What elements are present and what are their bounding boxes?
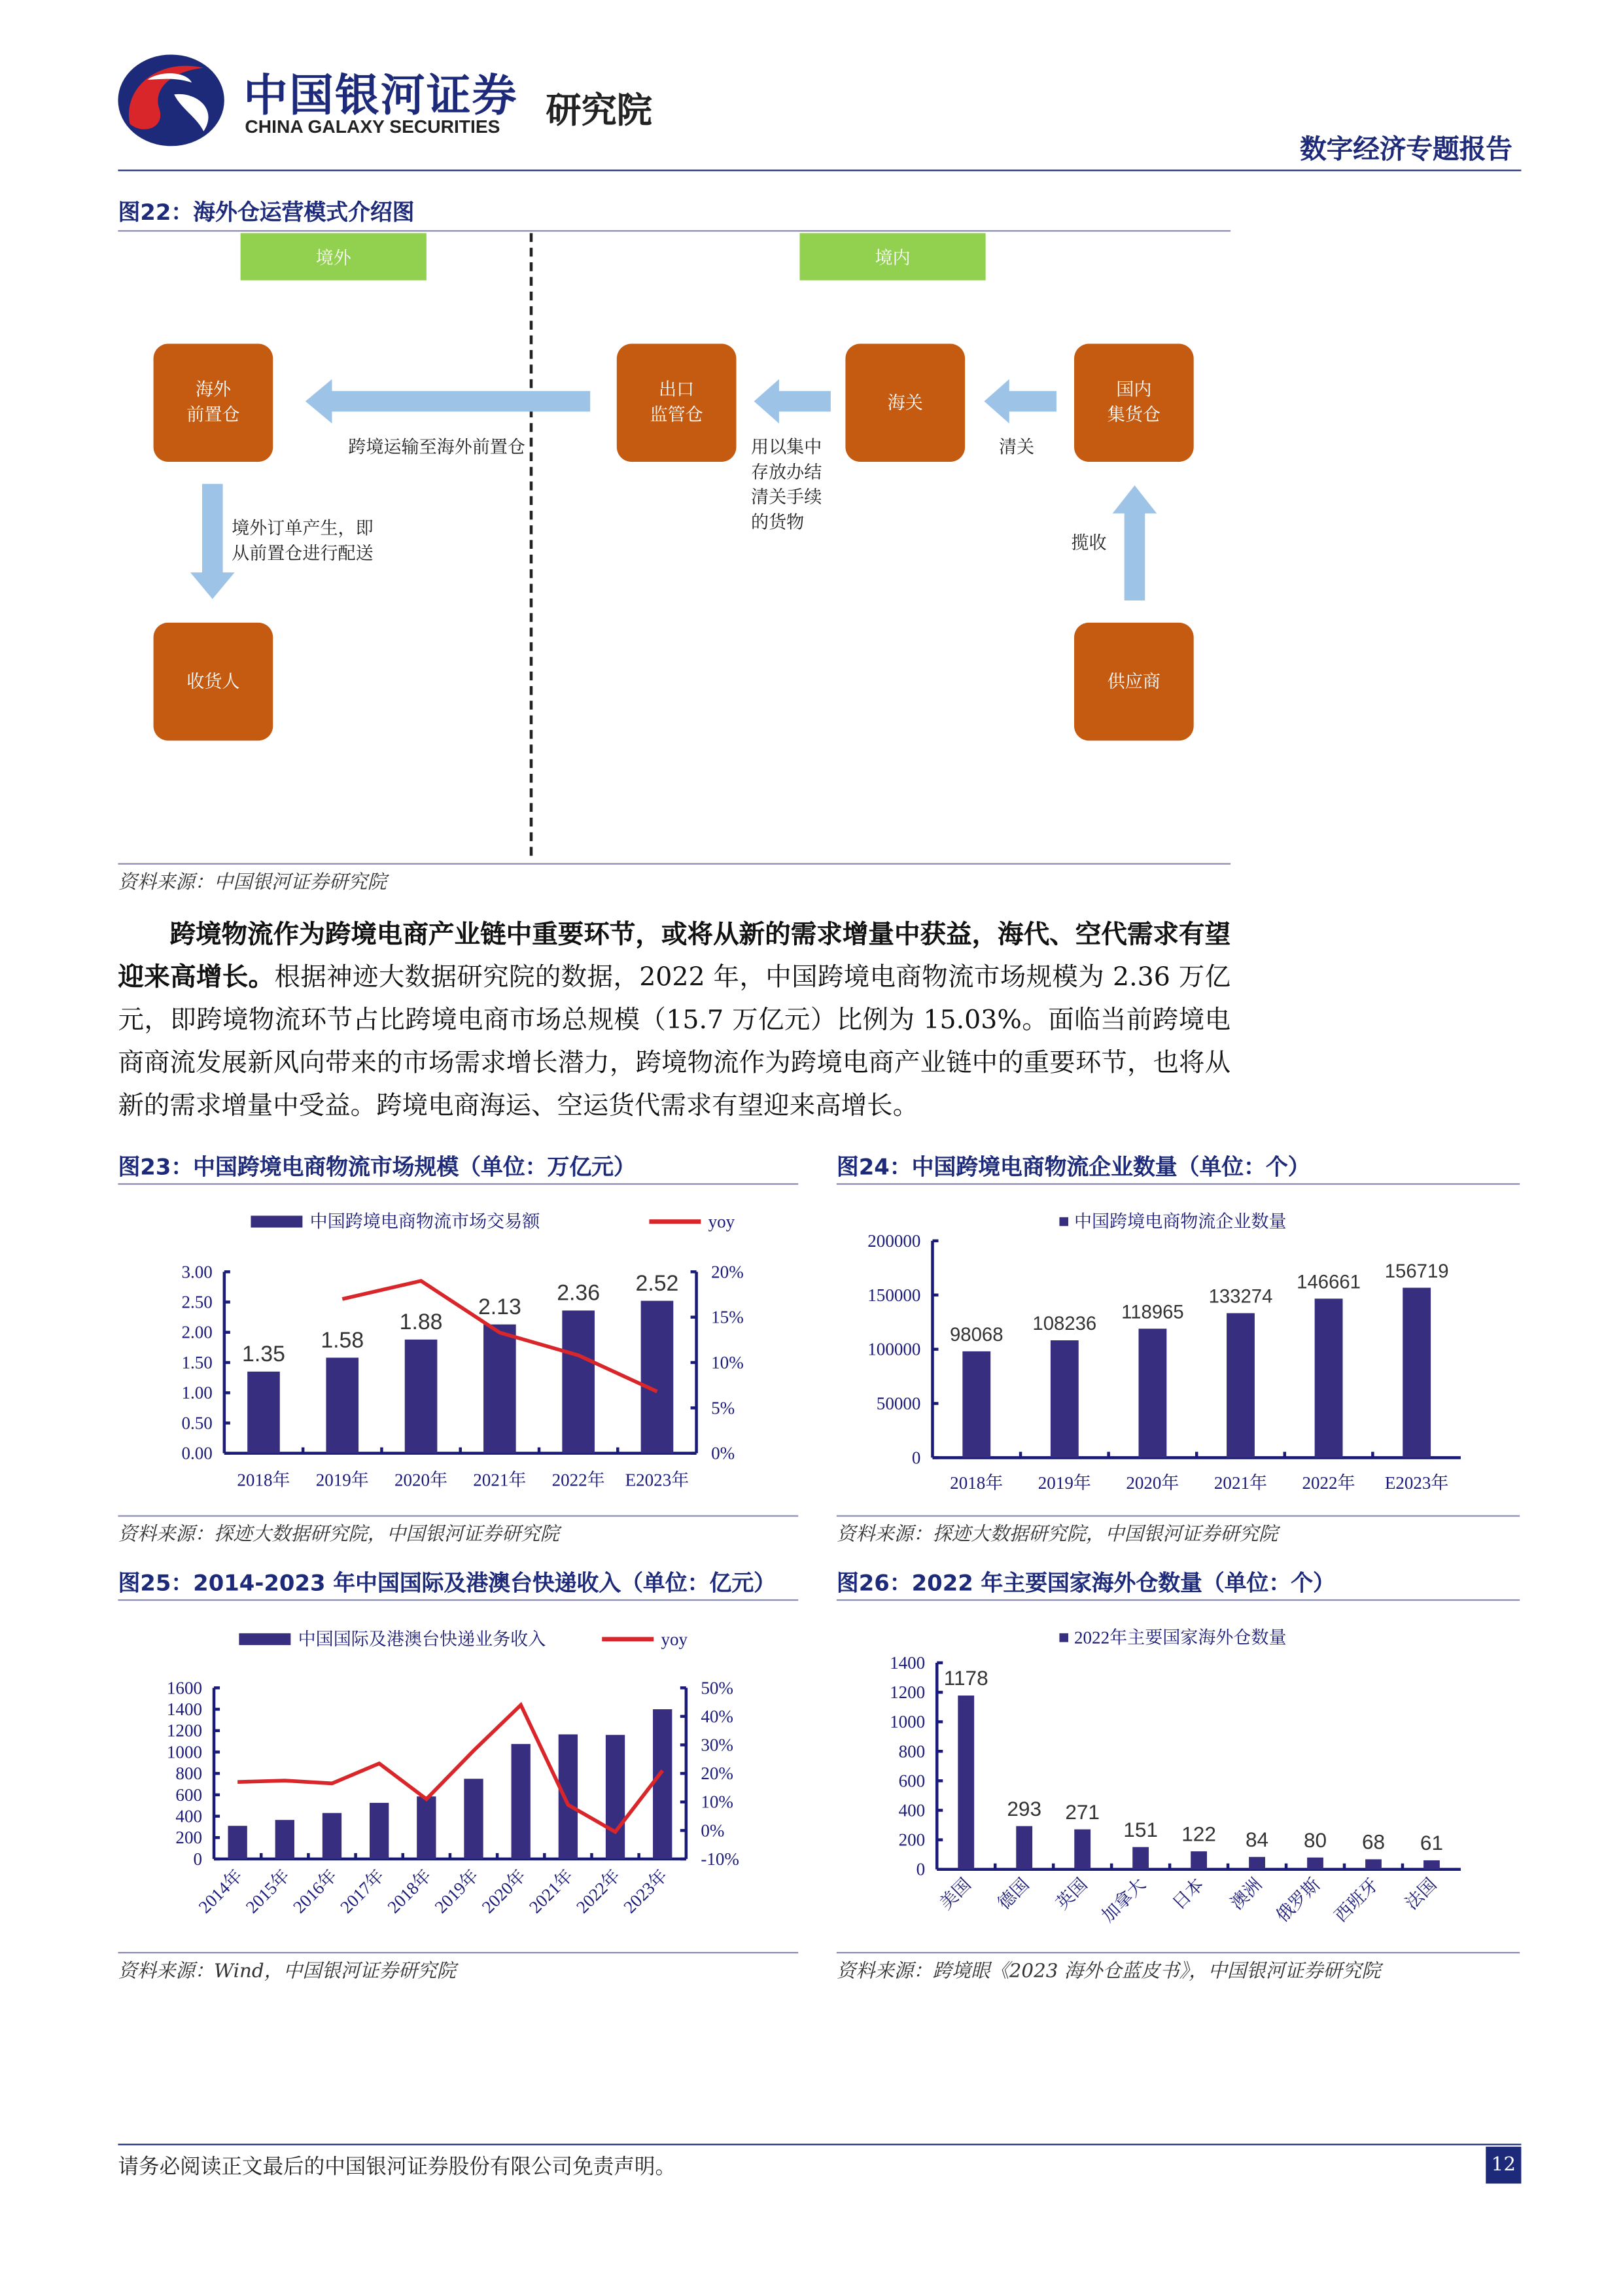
c24-y-tick-label: 150000: [867, 1285, 921, 1305]
c25-bar: [653, 1709, 672, 1859]
c26-data-label: 80: [1303, 1828, 1327, 1852]
c23-legend-line-label: yoy: [708, 1211, 735, 1232]
c25-y2-tick-label: 30%: [701, 1735, 733, 1755]
fig26-title: 图26：2022 年主要国家海外仓数量（单位：个）: [836, 1569, 1335, 1597]
c23-x-label: 2020年: [394, 1470, 448, 1490]
c24-y-tick-label: 50000: [876, 1393, 921, 1414]
c25-y2-tick-label: 50%: [701, 1678, 733, 1698]
c23-bar: [247, 1372, 280, 1453]
c25-y-tick-label: 400: [175, 1806, 203, 1826]
c25-bar: [417, 1796, 436, 1859]
c26-bar: [1365, 1859, 1382, 1869]
c23-bar: [562, 1310, 595, 1453]
c26-legend-swatch: [1059, 1633, 1068, 1643]
c25-y-tick-label: 1000: [166, 1742, 203, 1762]
c23-bar: [483, 1325, 516, 1453]
fig25-source: 资料来源：Wind，中国银河证券研究院: [118, 1960, 456, 1983]
c23-data-label: 1.58: [321, 1327, 364, 1353]
c23-y-tick-label: 0.00: [181, 1443, 213, 1463]
c23-x-label: 2022年: [551, 1470, 605, 1490]
c25-y2-tick-label: 20%: [701, 1764, 733, 1784]
fig25-title: 图25：2014-2023 年中国国际及港澳台快递收入（单位：亿元）: [118, 1569, 777, 1597]
fig22-title: 图22：海外仓运营模式介绍图: [118, 199, 415, 226]
c25-y-tick-label: 0: [193, 1849, 203, 1869]
c25-legend-label: 中国国际及港澳台快递业务收入: [298, 1629, 546, 1649]
c26-bar: [958, 1696, 974, 1870]
c25-y-tick-label: 200: [175, 1828, 203, 1848]
c23-y2-tick-label: 10%: [711, 1352, 744, 1372]
c26-x-label: 西班牙: [1331, 1874, 1382, 1926]
c26-data-label: 68: [1361, 1830, 1386, 1854]
c23-bar: [641, 1301, 674, 1453]
c26-x-label: 德国: [994, 1874, 1033, 1914]
c24-data-label: 118965: [1121, 1301, 1184, 1323]
c25-y-tick-label: 1200: [166, 1720, 203, 1741]
fig24-title: 图24：中国跨境电商物流企业数量（单位：个）: [836, 1153, 1310, 1181]
c25-bar: [512, 1744, 531, 1859]
c25-bar: [464, 1779, 483, 1859]
fig26-source: 资料来源：跨境眼《2023 海外仓蓝皮书》，中国银河证券研究院: [836, 1960, 1381, 1983]
c23-legend-label: 中国跨境电商物流市场交易额: [309, 1211, 540, 1232]
node-domestic-warehouse: 国内 集货仓: [1074, 344, 1194, 462]
c25-x-label: 2019年: [430, 1866, 483, 1917]
c26-y-tick-label: 1200: [890, 1682, 926, 1703]
c23-y-tick-label: 1.00: [181, 1383, 213, 1403]
c26-bar: [1074, 1830, 1091, 1870]
paragraph-lead: 跨境物流作为跨境电商产业链中重要环节，或将从新的需求增量中获益，海代、空代需求有望迎来高增长。: [118, 920, 1231, 993]
c26-bar: [1423, 1860, 1440, 1870]
c24-x-label: 2018年: [950, 1472, 1003, 1493]
c24-bar: [1227, 1313, 1255, 1457]
footer-disclaimer: 请务必阅读正文最后的中国银河证券股份有限公司免责声明。: [118, 2155, 676, 2180]
c23-y-tick-label: 0.50: [181, 1413, 213, 1433]
c23-bar: [405, 1340, 438, 1453]
c25-y2-tick-label: 40%: [701, 1706, 733, 1726]
c26-data-label: 293: [1007, 1796, 1042, 1820]
c25-bar: [370, 1803, 389, 1859]
c25-y2-tick-label: 0%: [701, 1820, 725, 1841]
c25-y-tick-label: 600: [175, 1784, 203, 1805]
report-type: 数字经济专题报告: [1300, 134, 1512, 165]
c24-x-label: 2020年: [1126, 1472, 1179, 1493]
c26-data-label: 151: [1123, 1817, 1158, 1841]
fig24-source: 资料来源：探迹大数据研究院，中国银河证券研究院: [836, 1523, 1278, 1546]
label-transport: 跨境运输至海外前置仓: [348, 436, 525, 458]
c26-legend-label: 2022年主要国家海外仓数量: [1074, 1627, 1287, 1648]
c23-data-label: 1.88: [399, 1310, 443, 1335]
node-consignee: 收货人: [154, 623, 273, 740]
c24-bar: [962, 1351, 990, 1458]
c25-x-label: 2021年: [525, 1866, 577, 1917]
c24-x-label: E2023年: [1384, 1472, 1449, 1493]
c26-y-tick-label: 400: [898, 1800, 926, 1820]
c26-y-tick-label: 0: [916, 1859, 926, 1879]
c23-data-label: 2.13: [478, 1294, 521, 1319]
fig23-title: 图23：中国跨境电商物流市场规模（单位：万亿元）: [118, 1153, 636, 1181]
c26-x-label: 日本: [1168, 1874, 1208, 1914]
c23-data-label: 2.36: [557, 1280, 601, 1306]
paragraph-body: 根据神迹大数据研究院的数据，2022 年，中国跨境电商物流市场规模为 2.36 万亿元，即跨境物流环节占比跨境电商市场总规模（15.7 万亿元）比例为 15.03%。面临当前跨境电商商流发展新风向带来的市场需求增长潜力，跨境物流作为跨境电商产业链中的重要环节，也将从新的需求增量中受益。跨境电商海运、空运货代需求有望迎来高增长。: [118, 963, 1231, 1122]
c23-x-label: 2019年: [315, 1470, 369, 1490]
c23-x-label: 2021年: [473, 1470, 527, 1490]
c25-x-label: 2014年: [194, 1866, 247, 1917]
c25-bar: [228, 1826, 247, 1859]
c24-y-tick-label: 200000: [867, 1230, 921, 1251]
c26-y-tick-label: 600: [898, 1771, 926, 1791]
c26-data-label: 1178: [943, 1666, 988, 1690]
company-name-en: CHINA GALAXY SECURITIES: [245, 116, 500, 137]
c24-data-label: 156719: [1384, 1260, 1449, 1282]
c26-x-label: 美国: [935, 1874, 975, 1914]
c25-x-label: 2018年: [383, 1866, 436, 1917]
label-pickup: 揽收: [1071, 532, 1107, 553]
zone-overseas: 境外: [241, 233, 427, 280]
c25-bar: [275, 1820, 294, 1859]
c25-x-label: 2020年: [478, 1866, 530, 1917]
c25-y2-tick-label: 10%: [701, 1792, 733, 1812]
c23-y2-tick-label: 15%: [711, 1307, 744, 1327]
c26-x-label: 俄罗斯: [1272, 1874, 1324, 1926]
fig23-source: 资料来源：探迹大数据研究院，中国银河证券研究院: [118, 1523, 559, 1546]
node-customs: 海关: [845, 344, 965, 462]
c23-y-tick-label: 1.50: [181, 1352, 213, 1372]
c25-x-label: 2015年: [241, 1866, 294, 1917]
c24-bar: [1315, 1298, 1343, 1457]
c25-bar: [559, 1734, 578, 1859]
c25-y-tick-label: 1400: [166, 1699, 203, 1720]
c24-data-label: 108236: [1032, 1313, 1097, 1335]
c23-y-tick-label: 3.00: [181, 1262, 213, 1282]
c26-data-label: 122: [1181, 1822, 1216, 1846]
c25-y-tick-label: 800: [175, 1764, 203, 1784]
label-clearance: 清关: [998, 436, 1035, 458]
c25-x-label: 2023年: [620, 1866, 671, 1917]
c25-y-tick-label: 1600: [166, 1678, 203, 1698]
c25-y2-tick-label: -10%: [701, 1849, 739, 1869]
c24-x-label: 2021年: [1213, 1472, 1268, 1493]
footer-rule: [118, 2144, 1521, 2145]
c26-bar: [1249, 1857, 1265, 1870]
zone-domestic: 境内: [799, 233, 985, 280]
c23-y2-tick-label: 20%: [711, 1262, 744, 1282]
c26-bar: [1191, 1851, 1207, 1870]
label-store: 用以集中 存放办结 清关手续 的货物: [751, 436, 822, 533]
node-overseas-warehouse: 海外 前置仓: [154, 344, 273, 462]
c23-y2-tick-label: 0%: [711, 1443, 735, 1463]
c25-yoy-line: [237, 1705, 663, 1832]
c25-legend-line-label: yoy: [661, 1629, 688, 1649]
c26-x-label: 法国: [1401, 1874, 1440, 1914]
c26-y-tick-label: 200: [898, 1830, 926, 1850]
c24-legend-swatch: [1059, 1217, 1068, 1226]
company-name-cn: 中国银河证券: [243, 71, 518, 123]
c23-x-label: E2023年: [625, 1470, 689, 1490]
c25-x-label: 2017年: [336, 1866, 388, 1917]
node-export-warehouse: 出口 监管仓: [617, 344, 737, 462]
c24-x-label: 2019年: [1038, 1472, 1091, 1493]
c26-y-tick-label: 1000: [890, 1712, 926, 1732]
c24-y-tick-label: 0: [911, 1448, 921, 1468]
c24-bar: [1403, 1288, 1431, 1458]
c26-data-label: 84: [1246, 1827, 1269, 1851]
c25-legend-swatch: [239, 1633, 290, 1645]
c26-bar: [1016, 1826, 1032, 1870]
c26-data-label: 61: [1420, 1831, 1444, 1855]
c26-y-tick-label: 1400: [890, 1652, 926, 1673]
c25-x-label: 2022年: [572, 1866, 624, 1917]
c24-x-label: 2022年: [1302, 1472, 1355, 1493]
c26-bar: [1132, 1847, 1149, 1870]
c23-data-label: 1.35: [242, 1342, 285, 1367]
c26-x-label: 英国: [1052, 1874, 1091, 1914]
c24-data-label: 146661: [1297, 1271, 1361, 1293]
c23-legend-swatch: [251, 1216, 302, 1228]
c24-bar: [1051, 1340, 1079, 1457]
node-supplier: 供应商: [1074, 623, 1194, 740]
c26-bar: [1307, 1858, 1323, 1870]
c26-data-label: 271: [1065, 1800, 1100, 1824]
c23-y2-tick-label: 5%: [711, 1398, 735, 1418]
c23-data-label: 2.52: [635, 1270, 679, 1296]
c24-y-tick-label: 100000: [867, 1339, 921, 1359]
c23-y-tick-label: 2.50: [181, 1292, 213, 1312]
label-order: 境外订单产生，即 从前置仓进行配送: [232, 517, 374, 564]
c25-x-label: 2016年: [289, 1866, 341, 1917]
c26-x-label: 加拿大: [1098, 1874, 1149, 1926]
c26-y-tick-label: 800: [898, 1741, 926, 1762]
c24-bar: [1138, 1329, 1166, 1457]
c25-bar: [323, 1813, 341, 1859]
c24-data-label: 98068: [950, 1324, 1003, 1346]
c23-y-tick-label: 2.00: [181, 1322, 213, 1342]
institute-name: 研究院: [546, 90, 652, 131]
c25-bar: [606, 1735, 625, 1859]
c23-bar: [326, 1358, 358, 1453]
c24-data-label: 133274: [1208, 1285, 1273, 1308]
fig22-source: 资料来源：中国银河证券研究院: [118, 872, 387, 894]
c26-x-label: 澳洲: [1227, 1874, 1266, 1914]
c23-x-label: 2018年: [237, 1470, 290, 1490]
page-number: 12: [1486, 2147, 1521, 2183]
c24-legend-label: 中国跨境电商物流企业数量: [1074, 1211, 1287, 1232]
